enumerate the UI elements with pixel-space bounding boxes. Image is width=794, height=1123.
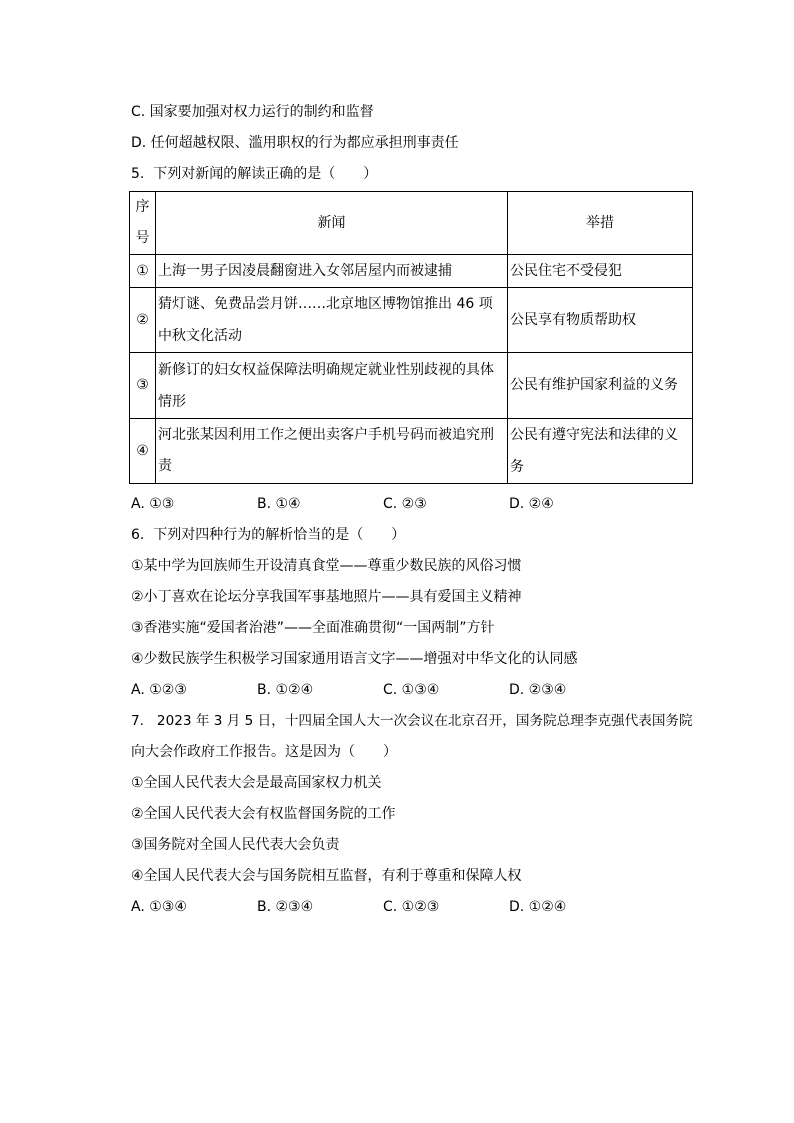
q5-option-a: A. ①③ — [131, 496, 175, 512]
q7-item-4: ④全国人民代表大会与国务院相互监督，有利于尊重和保障人权 — [131, 868, 522, 884]
q7-stem-line-2: 向大会作政府工作报告。这是因为（ ） — [131, 744, 397, 760]
q6-option-a: A. ①②③ — [131, 682, 187, 698]
q5-option-b: B. ①④ — [257, 496, 301, 512]
row-num: ② — [130, 288, 156, 353]
q6-item-1: ①某中学为回族师生开设清真食堂——尊重少数民族的风俗习惯 — [131, 558, 522, 574]
q6-option-d: D. ②③④ — [509, 682, 567, 698]
q6-options — [131, 680, 691, 700]
header-measure: 举措 — [508, 192, 693, 255]
table-row — [130, 353, 693, 419]
q7-item-2: ②全国人民代表大会有权监督国务院的工作 — [131, 806, 396, 822]
q7-option-a: A. ①③④ — [131, 899, 187, 915]
header-index: 序号 — [130, 192, 156, 255]
table-row — [130, 419, 693, 484]
news-table — [129, 191, 693, 484]
q6-item-2: ②小丁喜欢在论坛分享我国军事基地照片——具有爱国主义精神 — [131, 589, 522, 605]
q7-item-3: ③国务院对全国人民代表大会负责 — [131, 837, 340, 853]
q7-option-b: B. ②③④ — [257, 899, 314, 915]
row-measure: 公民有遵守宪法和法律的义务 — [508, 419, 693, 484]
table-row — [130, 288, 693, 353]
row-measure: 公民有维护国家利益的义务 — [508, 353, 693, 419]
q6-option-b: B. ①②④ — [257, 682, 314, 698]
q5-options — [131, 494, 691, 514]
table-header-row — [130, 192, 693, 255]
q7-option-d: D. ①②④ — [509, 899, 567, 915]
q7-item-1: ①全国人民代表大会是最高国家权力机关 — [131, 775, 382, 791]
q5-option-c: C. ②③ — [383, 496, 427, 512]
q7-option-c: C. ①②③ — [383, 899, 440, 915]
q5-option-d: D. ②④ — [509, 496, 554, 512]
q6-item-4: ④少数民族学生积极学习国家通用语言文字——增强对中华文化的认同感 — [131, 651, 578, 667]
q4-option-c: C. 国家要加强对权力运行的制约和监督 — [131, 104, 374, 120]
q6-option-c: C. ①③④ — [383, 682, 440, 698]
row-news: 上海一男子因凌晨翻窗进入女邻居屋内而被逮捕 — [156, 255, 508, 288]
table-row — [130, 255, 693, 288]
q6-stem: 6. 下列对四种行为的解析恰当的是（ ） — [131, 527, 406, 543]
row-num: ④ — [130, 419, 156, 484]
q7-options — [131, 897, 691, 917]
header-news: 新闻 — [156, 192, 508, 255]
row-measure: 公民享有物质帮助权 — [508, 288, 693, 353]
row-measure: 公民住宅不受侵犯 — [508, 255, 693, 288]
q7-stem-line-1: 7. 2023 年 3 月 5 日，十四届全国人大一次会议在北京召开，国务院总理李克强代表国务院 — [131, 713, 693, 729]
row-news: 猜灯谜、免费品尝月饼……北京地区博物馆推出 46 项中秋文化活动 — [156, 288, 508, 353]
row-news: 河北张某因利用工作之便出卖客户手机号码而被追究刑责 — [156, 419, 508, 484]
q6-item-3: ③香港实施“爱国者治港”——全面准确贯彻“一国两制”方针 — [131, 620, 495, 636]
q5-stem: 5. 下列对新闻的解读正确的是（ ） — [131, 166, 378, 182]
q4-option-d: D. 任何超越权限、滥用职权的行为都应承担刑事责任 — [131, 135, 459, 151]
row-num: ③ — [130, 353, 156, 419]
row-news: 新修订的妇女权益保障法明确规定就业性别歧视的具体情形 — [156, 353, 508, 419]
row-num: ① — [130, 255, 156, 288]
